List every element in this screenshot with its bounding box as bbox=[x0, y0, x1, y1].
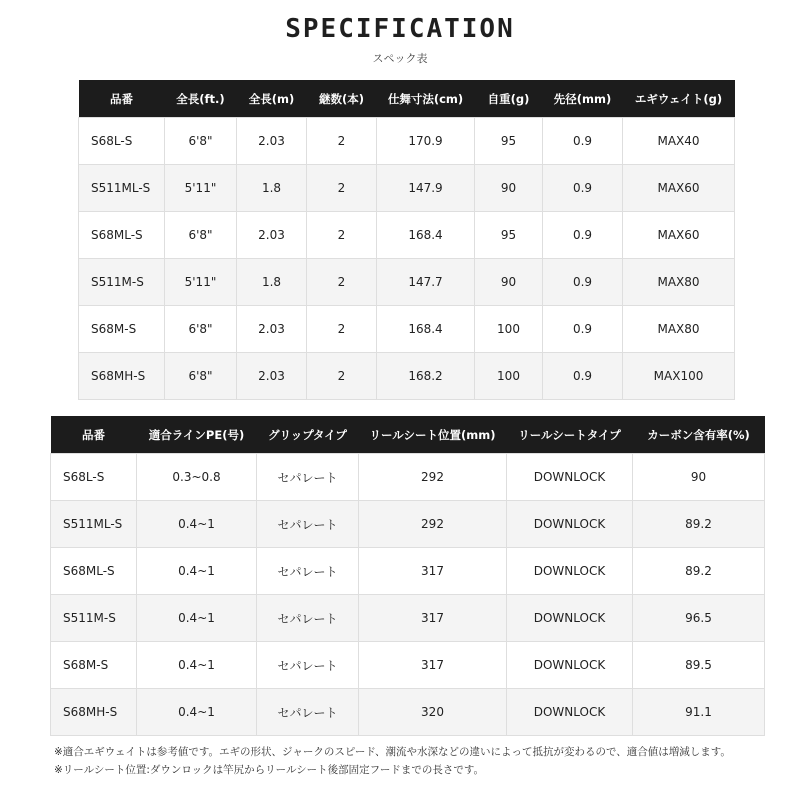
column-header: 品番 bbox=[79, 80, 165, 118]
model-cell: S511M-S bbox=[51, 595, 137, 642]
table-row bbox=[51, 548, 765, 595]
table-cell: 5'11" bbox=[165, 165, 237, 212]
table-cell: 317 bbox=[359, 642, 507, 689]
table-cell: 6'8" bbox=[165, 353, 237, 400]
model-cell: S68L-S bbox=[51, 454, 137, 501]
table-cell: セパレート bbox=[257, 454, 359, 501]
table-cell: 2.03 bbox=[237, 353, 307, 400]
table-cell: MAX80 bbox=[623, 306, 735, 353]
table-cell: 317 bbox=[359, 595, 507, 642]
table-cell: 147.9 bbox=[377, 165, 475, 212]
table-cell: 2 bbox=[307, 165, 377, 212]
footnote-egi-weight: ※適合エギウェイトは参考値です。エギの形状、ジャークのスピード、潮流や水深などの違いによって抵抗が変わるので、適合値は増減します。 bbox=[54, 746, 731, 758]
table-cell: 168.4 bbox=[377, 306, 475, 353]
model-cell: S511ML-S bbox=[79, 165, 165, 212]
table-cell: 1.8 bbox=[237, 259, 307, 306]
model-cell: S68ML-S bbox=[51, 548, 137, 595]
table-cell: 6'8" bbox=[165, 212, 237, 259]
spec-table-2 bbox=[50, 416, 765, 736]
table-cell: 0.9 bbox=[543, 353, 623, 400]
spec-table-1 bbox=[78, 80, 735, 400]
model-cell: S68ML-S bbox=[79, 212, 165, 259]
table-cell: MAX60 bbox=[623, 212, 735, 259]
model-cell: S68L-S bbox=[79, 118, 165, 165]
table-cell: 2.03 bbox=[237, 118, 307, 165]
table-cell: DOWNLOCK bbox=[507, 454, 633, 501]
table-header-row bbox=[51, 416, 765, 454]
table-cell: 2.03 bbox=[237, 306, 307, 353]
column-header: 仕舞寸法(cm) bbox=[377, 80, 475, 118]
column-header: グリップタイプ bbox=[257, 416, 359, 454]
table-cell: 1.8 bbox=[237, 165, 307, 212]
column-header: 自重(g) bbox=[475, 80, 543, 118]
table-cell: 5'11" bbox=[165, 259, 237, 306]
table-cell: MAX60 bbox=[623, 165, 735, 212]
table-cell: 0.9 bbox=[543, 118, 623, 165]
table-header-row bbox=[79, 80, 735, 118]
table-row bbox=[79, 212, 735, 259]
table-cell: 2 bbox=[307, 353, 377, 400]
table-cell: 292 bbox=[359, 454, 507, 501]
table-cell: 317 bbox=[359, 548, 507, 595]
column-header: カーボン含有率(%) bbox=[633, 416, 765, 454]
table-cell: 320 bbox=[359, 689, 507, 736]
table-cell: 95 bbox=[475, 118, 543, 165]
table-row bbox=[51, 595, 765, 642]
table-cell: MAX40 bbox=[623, 118, 735, 165]
table-cell: 6'8" bbox=[165, 118, 237, 165]
table-cell: 0.4~1 bbox=[137, 642, 257, 689]
table-cell: 147.7 bbox=[377, 259, 475, 306]
footnote-reel-seat: ※リールシート位置:ダウンロックは竿尻からリールシート後部固定フードまでの長さです。 bbox=[54, 764, 485, 776]
column-header: 全長(m) bbox=[237, 80, 307, 118]
column-header: 品番 bbox=[51, 416, 137, 454]
table-cell: DOWNLOCK bbox=[507, 548, 633, 595]
table-row bbox=[79, 259, 735, 306]
table-cell: 95 bbox=[475, 212, 543, 259]
table-cell: 100 bbox=[475, 353, 543, 400]
table-cell: 292 bbox=[359, 501, 507, 548]
table-row bbox=[79, 353, 735, 400]
model-cell: S68M-S bbox=[79, 306, 165, 353]
table-row bbox=[51, 501, 765, 548]
table-cell: MAX100 bbox=[623, 353, 735, 400]
table-cell: 170.9 bbox=[377, 118, 475, 165]
column-header: エギウェイト(g) bbox=[623, 80, 735, 118]
table-cell: 168.4 bbox=[377, 212, 475, 259]
table-cell: 0.4~1 bbox=[137, 501, 257, 548]
table-cell: 90 bbox=[475, 259, 543, 306]
table-cell: 89.2 bbox=[633, 548, 765, 595]
table-cell: 96.5 bbox=[633, 595, 765, 642]
column-header: 継数(本) bbox=[307, 80, 377, 118]
column-header: リールシートタイプ bbox=[507, 416, 633, 454]
model-cell: S68MH-S bbox=[79, 353, 165, 400]
table-cell: 2 bbox=[307, 118, 377, 165]
column-header: 適合ラインPE(号) bbox=[137, 416, 257, 454]
table-cell: DOWNLOCK bbox=[507, 595, 633, 642]
table-cell: 2.03 bbox=[237, 212, 307, 259]
table-cell: 0.4~1 bbox=[137, 595, 257, 642]
table-cell: 91.1 bbox=[633, 689, 765, 736]
table-cell: セパレート bbox=[257, 642, 359, 689]
table-row bbox=[79, 118, 735, 165]
table-cell: 6'8" bbox=[165, 306, 237, 353]
model-cell: S511ML-S bbox=[51, 501, 137, 548]
page-title: SPECIFICATION bbox=[285, 14, 515, 44]
table-cell: 0.4~1 bbox=[137, 548, 257, 595]
table-cell: DOWNLOCK bbox=[507, 501, 633, 548]
table-cell: セパレート bbox=[257, 548, 359, 595]
table-cell: 0.9 bbox=[543, 259, 623, 306]
model-cell: S68MH-S bbox=[51, 689, 137, 736]
table-cell: MAX80 bbox=[623, 259, 735, 306]
table-cell: 0.9 bbox=[543, 212, 623, 259]
table-cell: 2 bbox=[307, 259, 377, 306]
column-header: リールシート位置(mm) bbox=[359, 416, 507, 454]
column-header: 先径(mm) bbox=[543, 80, 623, 118]
table-cell: 89.2 bbox=[633, 501, 765, 548]
table-cell: セパレート bbox=[257, 595, 359, 642]
table-cell: DOWNLOCK bbox=[507, 642, 633, 689]
table-cell: 90 bbox=[633, 454, 765, 501]
column-header: 全長(ft.) bbox=[165, 80, 237, 118]
table-cell: 90 bbox=[475, 165, 543, 212]
table-cell: 0.3~0.8 bbox=[137, 454, 257, 501]
table-cell: 0.4~1 bbox=[137, 689, 257, 736]
table-cell: 2 bbox=[307, 306, 377, 353]
page-subtitle: スペック表 bbox=[372, 52, 428, 65]
table-cell: 0.9 bbox=[543, 306, 623, 353]
table-cell: セパレート bbox=[257, 501, 359, 548]
model-cell: S68M-S bbox=[51, 642, 137, 689]
table-cell: 2 bbox=[307, 212, 377, 259]
table-row bbox=[51, 689, 765, 736]
table-row bbox=[51, 642, 765, 689]
table-cell: 100 bbox=[475, 306, 543, 353]
table-cell: セパレート bbox=[257, 689, 359, 736]
table-row bbox=[79, 306, 735, 353]
model-cell: S511M-S bbox=[79, 259, 165, 306]
table-row bbox=[79, 165, 735, 212]
table-cell: 168.2 bbox=[377, 353, 475, 400]
table-cell: 89.5 bbox=[633, 642, 765, 689]
table-row bbox=[51, 454, 765, 501]
table-cell: DOWNLOCK bbox=[507, 689, 633, 736]
table-cell: 0.9 bbox=[543, 165, 623, 212]
